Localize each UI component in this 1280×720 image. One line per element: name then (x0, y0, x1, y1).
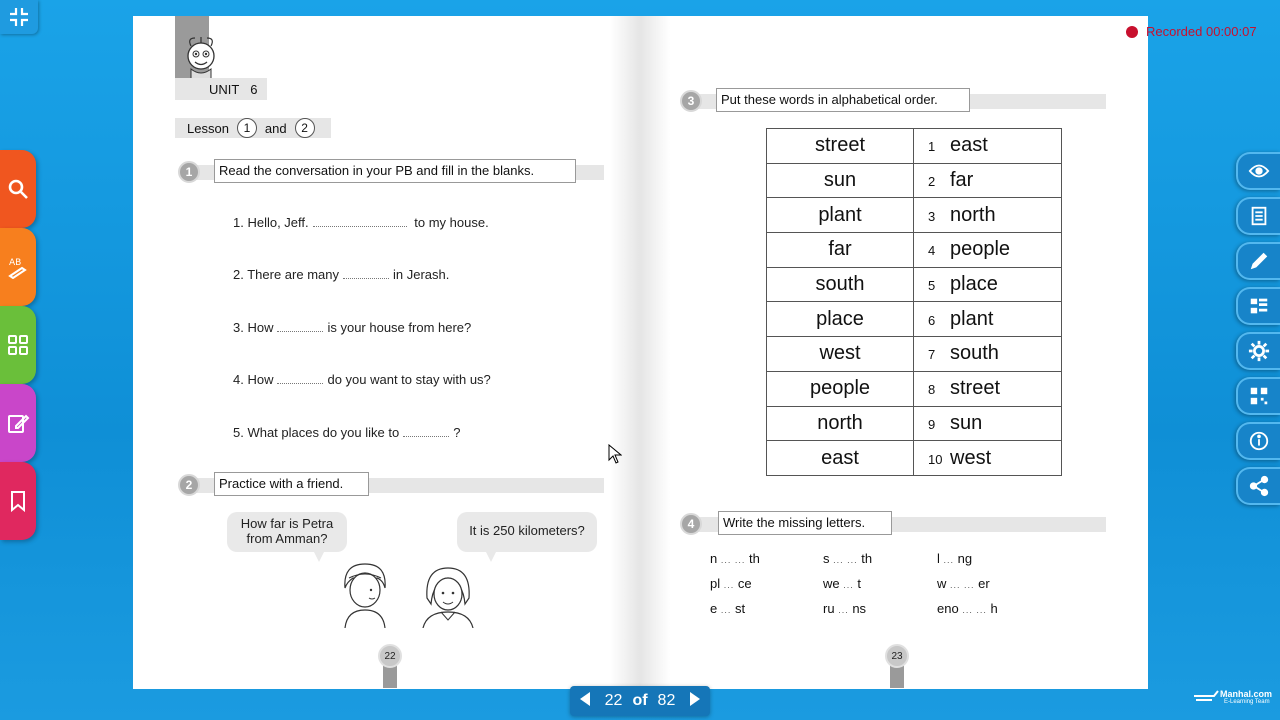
scrambled-word-cell: north (767, 406, 914, 441)
ordered-word-cell (914, 198, 1062, 233)
ordered-word: north (950, 203, 996, 226)
share-icon (1248, 475, 1270, 497)
pencil-button[interactable] (1236, 242, 1280, 280)
scrambled-word-cell: west (767, 337, 914, 372)
bookmark-tab[interactable] (0, 462, 36, 540)
missing-word: we ... t (823, 576, 862, 591)
ordered-word-cell (914, 302, 1062, 337)
order-number: 6 (928, 312, 936, 328)
section-2-title: Practice with a friend. (214, 472, 369, 496)
order-number: 5 (928, 278, 936, 294)
boy-illustration (337, 558, 393, 628)
search-icon (6, 177, 30, 201)
manhal-logo: Manhal.com E-Learning Team (1192, 686, 1272, 708)
page-number-tab: 22 (378, 644, 402, 688)
share-button[interactable] (1236, 467, 1280, 505)
gear-icon (1248, 340, 1270, 362)
page-number-tab: 23 (885, 644, 909, 688)
logo-mark-icon (1192, 688, 1220, 704)
order-number: 2 (928, 174, 936, 190)
missing-word: w ... ... er (937, 576, 990, 591)
missing-word: pl ... ce (710, 576, 752, 591)
order-number: 10 (928, 451, 943, 467)
edit-note-icon (6, 411, 30, 435)
missing-word: l ... ng (937, 551, 973, 566)
ordered-word-cell (914, 233, 1062, 268)
section-1-title: Read the conversation in your PB and fill in the blanks. (214, 159, 576, 183)
order-number: 9 (928, 416, 936, 432)
pencil-icon (1248, 250, 1270, 272)
table-row (767, 233, 1062, 268)
svg-text:AB: AB (9, 258, 22, 268)
section-number-badge: 1 (178, 161, 200, 183)
ordered-word-cell (914, 337, 1062, 372)
missing-word: n ... ... th (710, 551, 760, 566)
section-3-title: Put these words in alphabetical order. (716, 88, 970, 112)
order-number: 8 (928, 382, 936, 398)
ordered-word: sun (950, 411, 983, 434)
girl-illustration (417, 564, 479, 628)
scrambled-word-cell: east (767, 441, 914, 476)
ordered-word: plant (950, 307, 994, 330)
table-row (767, 302, 1062, 337)
document-button[interactable] (1236, 197, 1280, 235)
scrambled-word-cell: place (767, 302, 914, 337)
abc-tab[interactable] (0, 228, 36, 306)
info-button[interactable] (1236, 422, 1280, 460)
question-3: 3. How is your house from here? (233, 320, 472, 335)
table-row (767, 198, 1062, 233)
scrambled-word-cell: far (767, 233, 914, 268)
missing-word: ru ... ns (823, 601, 867, 616)
unit-label: UNIT 6 (175, 78, 267, 100)
ordered-word: people (950, 238, 1011, 261)
ordered-word-cell (914, 371, 1062, 406)
previous-page-button[interactable] (578, 691, 592, 712)
notes-tab[interactable] (0, 384, 36, 462)
lesson-label: Lesson 1 and 2 (175, 118, 331, 138)
document-icon (1248, 205, 1270, 227)
layout-icon (1248, 295, 1270, 317)
qr-code-icon (1248, 385, 1270, 407)
view-button[interactable] (1236, 152, 1280, 190)
lesson-number-badge: 2 (295, 118, 315, 138)
missing-word: s ... ... th (823, 551, 873, 566)
table-row (767, 337, 1062, 372)
table-row (767, 129, 1062, 164)
ordered-word: east (950, 134, 988, 157)
scrambled-word-cell: plant (767, 198, 914, 233)
grid-icon (6, 333, 30, 357)
section-number-badge: 4 (680, 513, 702, 535)
ordered-word: place (950, 273, 998, 296)
speech-bubble-question: How far is Petra from Amman? (227, 512, 347, 552)
qr-code-button[interactable] (1236, 377, 1280, 415)
question-4: 4. How do you want to stay with us? (233, 372, 491, 387)
ordered-word-cell (914, 163, 1062, 198)
order-number: 7 (928, 347, 936, 363)
section-number-badge: 3 (680, 90, 702, 112)
info-icon (1248, 430, 1270, 452)
table-row (767, 441, 1062, 476)
ordered-word: far (950, 169, 974, 192)
alphabetical-order-table (766, 128, 1062, 476)
ordered-word-cell (914, 406, 1062, 441)
page-navigator: 22 of 82 (570, 686, 710, 716)
mouse-cursor-icon (608, 444, 622, 464)
missing-word: eno ... ... h (937, 601, 998, 616)
lesson-number-badge: 1 (237, 118, 257, 138)
question-5: 5. What places do you like to ? (233, 425, 461, 440)
order-number: 3 (928, 208, 936, 224)
scrambled-word-cell: sun (767, 163, 914, 198)
ordered-word-cell (914, 129, 1062, 164)
current-page[interactable]: 22 (604, 692, 623, 709)
settings-button[interactable] (1236, 332, 1280, 370)
order-number: 1 (928, 139, 936, 155)
scrambled-word-cell: people (767, 371, 914, 406)
ordered-word-cell (914, 441, 1062, 476)
collapse-fullscreen-button[interactable] (0, 0, 38, 34)
section-1-header (178, 161, 604, 183)
left-page (133, 16, 640, 689)
missing-word: e ... st (710, 601, 746, 616)
section-4-title: Write the missing letters. (718, 511, 892, 535)
section-2-header (178, 474, 604, 496)
table-row (767, 371, 1062, 406)
ordered-word: south (950, 342, 999, 365)
book-viewer (133, 16, 1148, 689)
recording-indicator (1126, 24, 1257, 39)
ordered-word: west (950, 446, 992, 469)
section-3-header (680, 90, 1106, 112)
triangle-right-icon (688, 691, 702, 707)
section-number-badge: 2 (178, 474, 200, 496)
table-row (767, 163, 1062, 198)
total-pages: 82 (657, 692, 676, 709)
right-page (640, 16, 1148, 689)
search-tab[interactable] (0, 150, 36, 228)
abc-pencil-icon (6, 255, 30, 279)
next-page-button[interactable] (688, 691, 702, 712)
table-row (767, 267, 1062, 302)
order-number: 4 (928, 243, 936, 259)
ordered-word-cell (914, 267, 1062, 302)
question-2: 2. There are many in Jerash. (233, 267, 450, 282)
section-4-header (680, 513, 1106, 535)
collapse-icon (8, 6, 30, 28)
eye-icon (1248, 160, 1270, 182)
recording-label: Recorded 00:00:07 (1146, 24, 1257, 39)
record-dot-icon (1126, 26, 1138, 38)
scrambled-word-cell: street (767, 129, 914, 164)
triangle-left-icon (578, 691, 592, 707)
grid-tab[interactable] (0, 306, 36, 384)
bookmark-icon (6, 489, 30, 513)
ordered-word: street (950, 377, 1001, 400)
table-row (767, 406, 1062, 441)
speech-bubble-answer: It is 250 kilometers? (457, 512, 597, 552)
layout-button[interactable] (1236, 287, 1280, 325)
question-1: 1. Hello, Jeff. to my house. (233, 215, 489, 230)
scrambled-word-cell: south (767, 267, 914, 302)
